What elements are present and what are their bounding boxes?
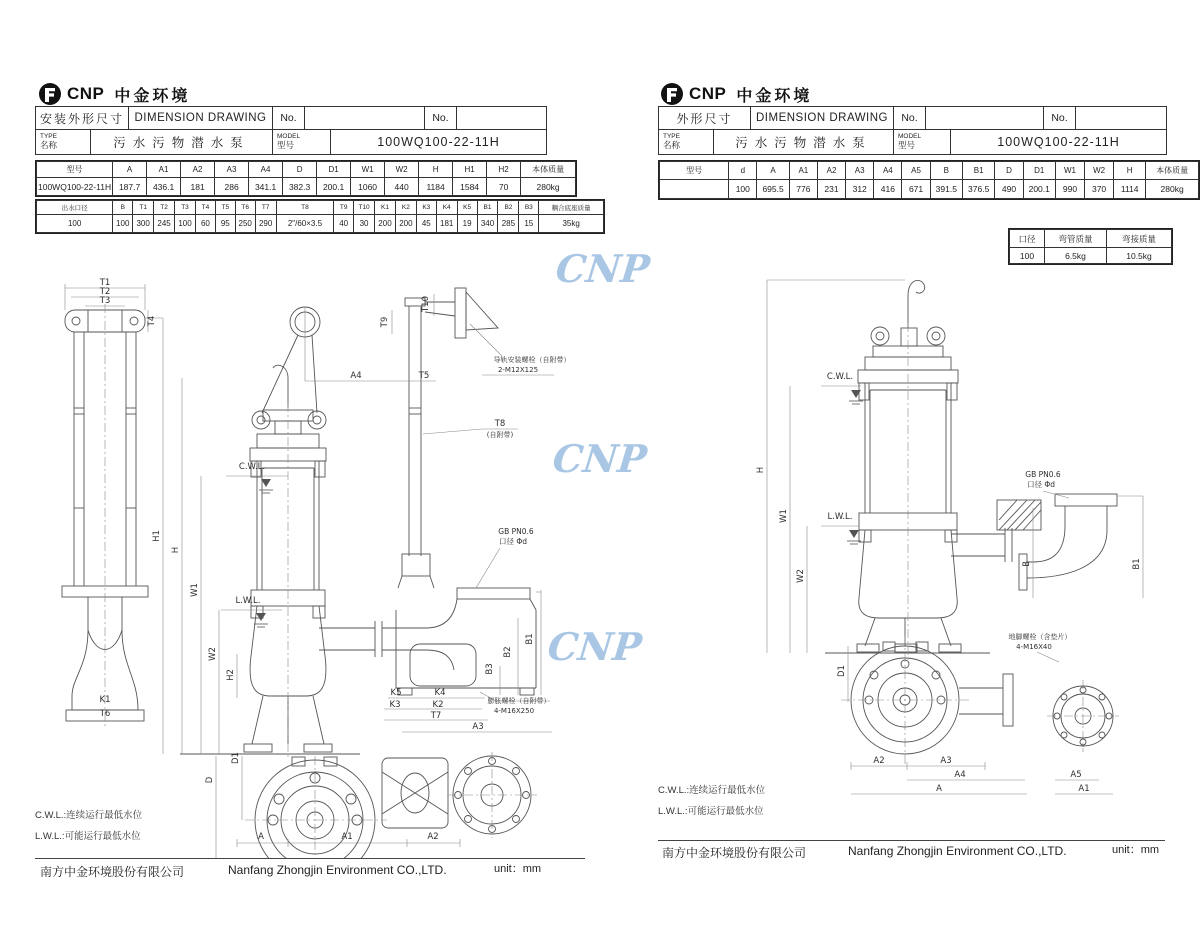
unit-note: unit：mm — [494, 863, 542, 875]
table-cell: 1060 — [351, 178, 385, 196]
column-header: 型号 — [37, 162, 113, 178]
dim-label: A4 — [350, 371, 362, 381]
dim-label: C.W.L. — [826, 372, 854, 382]
column-header: K5 — [457, 201, 477, 215]
no2-value — [1076, 107, 1166, 129]
column-header: K3 — [416, 201, 436, 215]
logo-brand: CNP — [67, 84, 105, 103]
dim-label: K5 — [390, 688, 402, 698]
cnp-watermark: CNP — [545, 624, 644, 669]
table-cell: 340 — [477, 215, 498, 233]
table-cell: 45 — [416, 215, 436, 233]
dim-label: H — [756, 466, 766, 474]
no1-value — [305, 107, 425, 129]
column-header: d — [729, 162, 757, 180]
dimension-table — [659, 161, 1199, 199]
table-cell: 286 — [215, 178, 249, 196]
column-header: A2 — [817, 162, 845, 180]
column-header: W2 — [1085, 162, 1114, 180]
table-cell: 200.1 — [1023, 180, 1055, 199]
dim-label: A1 — [341, 832, 353, 842]
column-header: B3 — [519, 201, 539, 215]
dim-label: 导轨安装螺栓（自附带） — [493, 356, 571, 364]
table-cell: 376.5 — [963, 180, 995, 199]
table-cell: 671 — [902, 180, 930, 199]
column-header: K2 — [395, 201, 416, 215]
table-cell: 70 — [487, 178, 521, 196]
pump-name: 污水污物潜水泵 — [714, 130, 894, 154]
dim-label: A4 — [954, 770, 966, 780]
table-cell: 6.5kg — [1045, 248, 1107, 264]
table-cell: 30 — [354, 215, 375, 233]
column-header: 耦合底座质量 — [539, 201, 604, 215]
dim-label: K4 — [434, 688, 446, 698]
dim-label: T10 — [421, 295, 431, 313]
company-name-en: Nanfang Zhongjin Environment CO.,LTD. — [848, 844, 1067, 858]
table-cell: 187.7 — [113, 178, 147, 196]
logo-company: 中金环境 — [114, 87, 191, 105]
column-header: D — [283, 162, 317, 178]
dimension-table — [36, 161, 576, 196]
column-header: D1 — [1023, 162, 1055, 180]
dim-label: A — [258, 832, 264, 842]
outline-drawing — [655, 268, 1175, 816]
table-cell: 1114 — [1114, 180, 1146, 199]
table-cell: 10.5kg — [1107, 248, 1172, 264]
column-header: A — [113, 162, 147, 178]
table-cell: 695.5 — [757, 180, 789, 199]
dim-label: GB PN0.6 — [498, 527, 534, 536]
cnp-logo-icon — [660, 82, 685, 106]
table-cell: 312 — [846, 180, 874, 199]
install-table — [36, 200, 604, 233]
lwl-legend: L.W.L.:可能运行最低水位 — [35, 830, 141, 842]
column-header: T3 — [175, 201, 196, 215]
table-cell: 436.1 — [147, 178, 181, 196]
column-header: T6 — [235, 201, 255, 215]
table-cell: 370 — [1085, 180, 1114, 199]
table-cell: 35kg — [539, 215, 604, 233]
dim-label: A5 — [1070, 770, 1082, 780]
dim-label: T2 — [99, 287, 111, 297]
company-name-en: Nanfang Zhongjin Environment CO.,LTD. — [228, 863, 447, 877]
dim-label: B1 — [1132, 558, 1142, 570]
table-cell: 245 — [154, 215, 175, 233]
column-header: B — [113, 201, 133, 215]
table-cell: 990 — [1055, 180, 1084, 199]
water-level-legend — [35, 806, 142, 848]
column-header: 弯管质量 — [1045, 230, 1107, 248]
dim-label: 口径 Φd — [1026, 480, 1056, 489]
column-header: W2 — [385, 162, 419, 178]
table-cell: 95 — [215, 215, 235, 233]
dim-label: 2-M12X125 — [497, 366, 539, 374]
dim-label: 口径 Φd — [498, 537, 528, 546]
dim-label: L.W.L. — [827, 512, 853, 522]
water-level-legend — [658, 781, 765, 823]
column-header: 型号 — [660, 162, 729, 180]
dim-label: D — [205, 776, 215, 784]
column-header: 本体质量 — [521, 162, 576, 178]
table-cell — [660, 180, 729, 199]
dimension-table-wrap — [35, 160, 577, 197]
column-header: K4 — [436, 201, 457, 215]
dim-label: T8 — [494, 419, 506, 429]
dim-label: A3 — [472, 722, 484, 732]
dim-label: H — [171, 546, 181, 554]
column-header: 弯接质量 — [1107, 230, 1172, 248]
column-header: A1 — [789, 162, 817, 180]
dim-label: (自附带) — [486, 431, 514, 439]
table-cell: 19 — [457, 215, 477, 233]
dim-label: T4 — [147, 315, 157, 327]
table-cell: 490 — [995, 180, 1023, 199]
column-header: D1 — [317, 162, 351, 178]
weight-table — [1009, 229, 1172, 264]
title-block — [658, 106, 1167, 155]
dim-label: T5 — [418, 371, 430, 381]
table-cell: 290 — [255, 215, 276, 233]
dim-label: B3 — [485, 663, 495, 675]
dim-label: A — [936, 784, 942, 794]
column-header: W1 — [351, 162, 385, 178]
dim-label: A1 — [1078, 784, 1090, 794]
model-value: 100WQ100-22-11H — [997, 135, 1120, 149]
cnp-logo — [38, 82, 190, 106]
no2-label: No. — [1044, 107, 1076, 129]
dim-label: T1 — [99, 278, 111, 288]
column-header: B1 — [477, 201, 498, 215]
table-cell: 382.3 — [283, 178, 317, 196]
table-cell: 181 — [436, 215, 457, 233]
dim-label: T6 — [99, 709, 111, 719]
model-label: MODEL 型号 — [894, 130, 951, 154]
dim-label: H1 — [152, 530, 162, 542]
column-header: A4 — [874, 162, 902, 180]
footer-divider — [35, 858, 585, 859]
dim-label: T3 — [99, 296, 111, 306]
dim-label: 4-M16X250 — [493, 707, 535, 715]
dim-label: W1 — [190, 583, 200, 597]
dim-label: GB PN0.6 — [1025, 470, 1061, 479]
logo-company: 中金环境 — [736, 87, 813, 105]
pump-name: 污水污物潜水泵 — [91, 130, 273, 154]
table-cell: 231 — [817, 180, 845, 199]
column-header: 本体质量 — [1146, 162, 1199, 180]
dim-label: B2 — [503, 646, 513, 658]
column-header: A2 — [181, 162, 215, 178]
column-header: H1 — [453, 162, 487, 178]
dim-label: H2 — [226, 669, 236, 681]
table-cell: 1584 — [453, 178, 487, 196]
column-header: T10 — [354, 201, 375, 215]
table-cell: 100 — [175, 215, 196, 233]
column-header: T7 — [255, 201, 276, 215]
column-header: T1 — [133, 201, 154, 215]
dim-label: L.W.L. — [235, 596, 261, 606]
cwl-legend: C.W.L.:连续运行最低水位 — [658, 785, 766, 796]
company-name-cn: 南方中金环境股份有限公司 — [662, 846, 807, 860]
table-cell: 1184 — [419, 178, 453, 196]
table-cell: 285 — [498, 215, 519, 233]
weight-table-wrap — [1008, 228, 1173, 265]
no1-value — [926, 107, 1044, 129]
title-block — [35, 106, 547, 155]
column-header: K1 — [375, 201, 396, 215]
cnp-watermark: CNP — [550, 436, 649, 481]
table-cell: 100 — [37, 215, 113, 233]
title-en: DIMENSION DRAWING — [751, 107, 894, 129]
table-cell: 391.5 — [930, 180, 962, 199]
cwl-legend: C.W.L.:连续运行最低水位 — [35, 810, 143, 821]
installation-drawing — [30, 258, 605, 858]
column-header: B — [930, 162, 962, 180]
column-header: 口径 — [1010, 230, 1045, 248]
table-cell: 100 — [1010, 248, 1045, 264]
dim-label: K2 — [432, 700, 444, 710]
table-cell: 300 — [133, 215, 154, 233]
cnp-watermark: CNP — [553, 246, 652, 291]
table-cell: 200 — [395, 215, 416, 233]
dim-label: A3 — [940, 756, 952, 766]
column-header: A1 — [147, 162, 181, 178]
table-cell: 200.1 — [317, 178, 351, 196]
cnp-logo-icon — [38, 82, 63, 106]
logo-brand: CNP — [689, 84, 727, 103]
dim-label: K1 — [99, 695, 111, 705]
no1-label: No. — [894, 107, 926, 129]
column-header: W1 — [1055, 162, 1084, 180]
column-header: D — [995, 162, 1023, 180]
table-cell: 2"/60×3.5 — [276, 215, 334, 233]
dim-label: K3 — [389, 700, 401, 710]
cnp-logo — [660, 82, 812, 106]
table-cell: 200 — [375, 215, 396, 233]
column-header: B1 — [963, 162, 995, 180]
model-value: 100WQ100-22-11H — [377, 135, 500, 149]
type-label: TYPE 名称 — [659, 130, 714, 154]
table-cell: 100WQ100-22-11H — [37, 178, 113, 196]
column-header: T4 — [195, 201, 215, 215]
model-label: MODEL 型号 — [273, 130, 331, 154]
dim-label: D1 — [837, 665, 847, 677]
table-cell: 100 — [113, 215, 133, 233]
column-header: H — [1114, 162, 1146, 180]
dim-label: T9 — [380, 316, 390, 328]
table-cell: 60 — [195, 215, 215, 233]
column-header: A3 — [215, 162, 249, 178]
column-header: H — [419, 162, 453, 178]
table-cell: 280kg — [521, 178, 576, 196]
install-table-wrap — [35, 199, 605, 234]
dim-label: T7 — [430, 711, 442, 721]
column-header: T2 — [154, 201, 175, 215]
table-cell: 40 — [334, 215, 354, 233]
column-header: A3 — [846, 162, 874, 180]
dim-label: 地脚螺栓（含垫片） — [1008, 633, 1072, 641]
column-header: T8 — [276, 201, 334, 215]
dim-label: B — [1022, 561, 1032, 567]
dim-label: A2 — [427, 832, 439, 842]
title-en: DIMENSION DRAWING — [129, 107, 273, 129]
no1-label: No. — [273, 107, 305, 129]
table-cell: 181 — [181, 178, 215, 196]
column-header: A — [757, 162, 789, 180]
table-cell: 250 — [235, 215, 255, 233]
table-cell: 776 — [789, 180, 817, 199]
dim-label: 膨胀螺栓（自附带） — [487, 697, 551, 705]
dim-label: D1 — [231, 752, 241, 764]
company-name-cn: 南方中金环境股份有限公司 — [40, 865, 185, 879]
column-header: A4 — [249, 162, 283, 178]
dim-label: W1 — [779, 509, 789, 523]
column-header: 出水口径 — [37, 201, 113, 215]
title-cn: 外形尺寸 — [659, 107, 751, 129]
unit-note: unit：mm — [1112, 844, 1160, 856]
column-header: B2 — [498, 201, 519, 215]
footer-divider — [658, 840, 1165, 841]
table-cell: 280kg — [1146, 180, 1199, 199]
table-cell: 440 — [385, 178, 419, 196]
column-header: T9 — [334, 201, 354, 215]
column-header: A5 — [902, 162, 930, 180]
column-header: T5 — [215, 201, 235, 215]
no2-value — [457, 107, 546, 129]
table-cell: 100 — [729, 180, 757, 199]
dim-label: C.W.L. — [238, 462, 266, 472]
dim-label: 4-M16X40 — [1016, 643, 1052, 651]
dim-label: W2 — [796, 569, 806, 583]
no2-label: No. — [425, 107, 457, 129]
table-cell: 341.1 — [249, 178, 283, 196]
dim-label: B1 — [525, 633, 535, 645]
type-label: TYPE 名称 — [36, 130, 91, 154]
title-cn: 安装外形尺寸 — [36, 107, 129, 129]
lwl-legend: L.W.L.:可能运行最低水位 — [658, 805, 764, 817]
table-cell: 416 — [874, 180, 902, 199]
table-cell: 15 — [519, 215, 539, 233]
dimension-table-wrap — [658, 160, 1200, 200]
dim-label: W2 — [208, 647, 218, 661]
dim-label: A2 — [873, 756, 885, 766]
column-header: H2 — [487, 162, 521, 178]
